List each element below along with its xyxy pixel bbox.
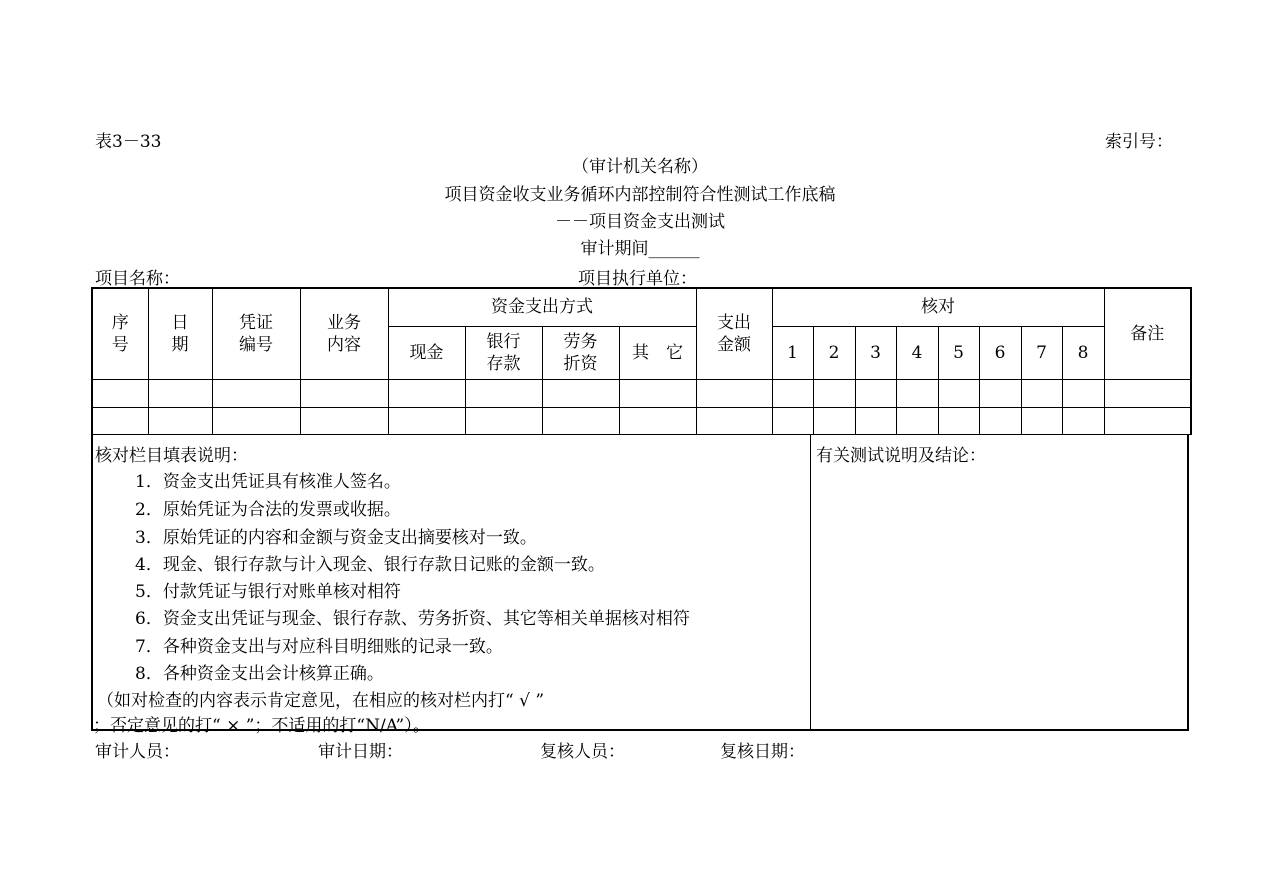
exec-unit-label: 项目执行单位： (578, 269, 697, 289)
header-date: 日 期 (148, 288, 212, 379)
header-check: 核对 (772, 288, 1104, 326)
cell[interactable] (465, 407, 542, 434)
header-amount: 支出 金额 (696, 288, 772, 379)
cell[interactable] (1021, 407, 1062, 434)
check-1: 1 (772, 326, 813, 379)
cell[interactable] (388, 379, 465, 407)
check-3: 3 (855, 326, 896, 379)
cell[interactable] (855, 407, 896, 434)
notes-heading: 核对栏目填表说明： (95, 446, 248, 466)
note-item-4: 4．现金、银行存款与计入现金、银行存款日记账的金额一致。 (135, 555, 605, 575)
cell[interactable] (772, 379, 813, 407)
cell[interactable] (542, 407, 619, 434)
legend-line-1: （如对检查的内容表示肯定意见，在相应的核对栏内打“ √ ” (97, 691, 545, 711)
conclusion-label: 有关测试说明及结论： (816, 446, 986, 466)
note-item-2: 2．原始凭证为合法的发票或收据。 (135, 500, 401, 520)
header-bank-deposit: 银行 存款 (465, 326, 542, 379)
check-6: 6 (979, 326, 1021, 379)
cell[interactable] (542, 379, 619, 407)
note-item-3: 3．原始凭证的内容和金额与资金支出摘要核对一致。 (135, 528, 537, 548)
cell[interactable] (696, 379, 772, 407)
cell[interactable] (979, 379, 1021, 407)
cell[interactable] (1062, 379, 1104, 407)
check-8: 8 (1062, 326, 1104, 379)
note-item-5: 5．付款凭证与银行对账单核对相符 (135, 582, 401, 602)
page-title: 项目资金收支业务循环内部控制符合性测试工作底稿 (444, 185, 836, 205)
org-name: （审计机关名称） (572, 157, 708, 177)
index-label: 索引号： (1105, 132, 1173, 152)
cell[interactable] (855, 379, 896, 407)
cell[interactable] (619, 379, 696, 407)
cell[interactable] (212, 407, 300, 434)
cell[interactable] (619, 407, 696, 434)
cell[interactable] (1062, 407, 1104, 434)
note-item-1: 1．资金支出凭证具有核准人签名。 (135, 472, 401, 492)
project-name-label: 项目名称： (95, 269, 180, 289)
header-voucher: 凭证 编号 (212, 288, 300, 379)
cell[interactable] (300, 407, 388, 434)
review-date-label: 复核日期： (720, 742, 805, 762)
cell[interactable] (1021, 379, 1062, 407)
cell[interactable] (212, 379, 300, 407)
cell[interactable] (388, 407, 465, 434)
cell[interactable] (813, 407, 855, 434)
cell[interactable] (813, 379, 855, 407)
cell[interactable] (92, 407, 148, 434)
header-business: 业务 内容 (300, 288, 388, 379)
cell[interactable] (938, 407, 979, 434)
check-7: 7 (1021, 326, 1062, 379)
cell[interactable] (896, 379, 938, 407)
table-number: 表3－33 (95, 132, 162, 152)
cell[interactable] (896, 407, 938, 434)
cell[interactable] (1104, 379, 1191, 407)
check-5: 5 (938, 326, 979, 379)
audit-period: 审计期间______ (580, 239, 700, 259)
note-item-7: 7．各种资金支出与对应科目明细账的记录一致。 (135, 637, 503, 657)
check-4: 4 (896, 326, 938, 379)
notes-divider (810, 434, 811, 731)
auditor-label: 审计人员： (95, 742, 180, 762)
cell[interactable] (465, 379, 542, 407)
header-labor: 劳务 折资 (542, 326, 619, 379)
table-row (92, 379, 1191, 407)
header-other: 其 它 (619, 326, 696, 379)
cell[interactable] (938, 379, 979, 407)
check-2: 2 (813, 326, 855, 379)
reviewer-label: 复核人员： (540, 742, 625, 762)
cell[interactable] (1104, 407, 1191, 434)
cell[interactable] (92, 379, 148, 407)
note-item-8: 8．各种资金支出会计核算正确。 (135, 664, 384, 684)
cell[interactable] (772, 407, 813, 434)
table-row (92, 407, 1191, 434)
cell[interactable] (148, 407, 212, 434)
page-subtitle: －－项目资金支出测试 (555, 212, 725, 232)
header-seq: 序 号 (92, 288, 148, 379)
header-remark: 备注 (1104, 288, 1191, 379)
cell[interactable] (300, 379, 388, 407)
legend-line-2: ；否定意见的打“ × ”；不适用的打“N/A”）。 (93, 716, 430, 736)
header-payment-method: 资金支出方式 (388, 288, 696, 326)
cell[interactable] (696, 407, 772, 434)
header-cash: 现金 (388, 326, 465, 379)
audit-date-label: 审计日期： (318, 742, 403, 762)
cell[interactable] (148, 379, 212, 407)
payment-test-table (91, 287, 1192, 435)
cell[interactable] (979, 407, 1021, 434)
note-item-6: 6．资金支出凭证与现金、银行存款、劳务折资、其它等相关单据核对相符 (135, 609, 690, 629)
